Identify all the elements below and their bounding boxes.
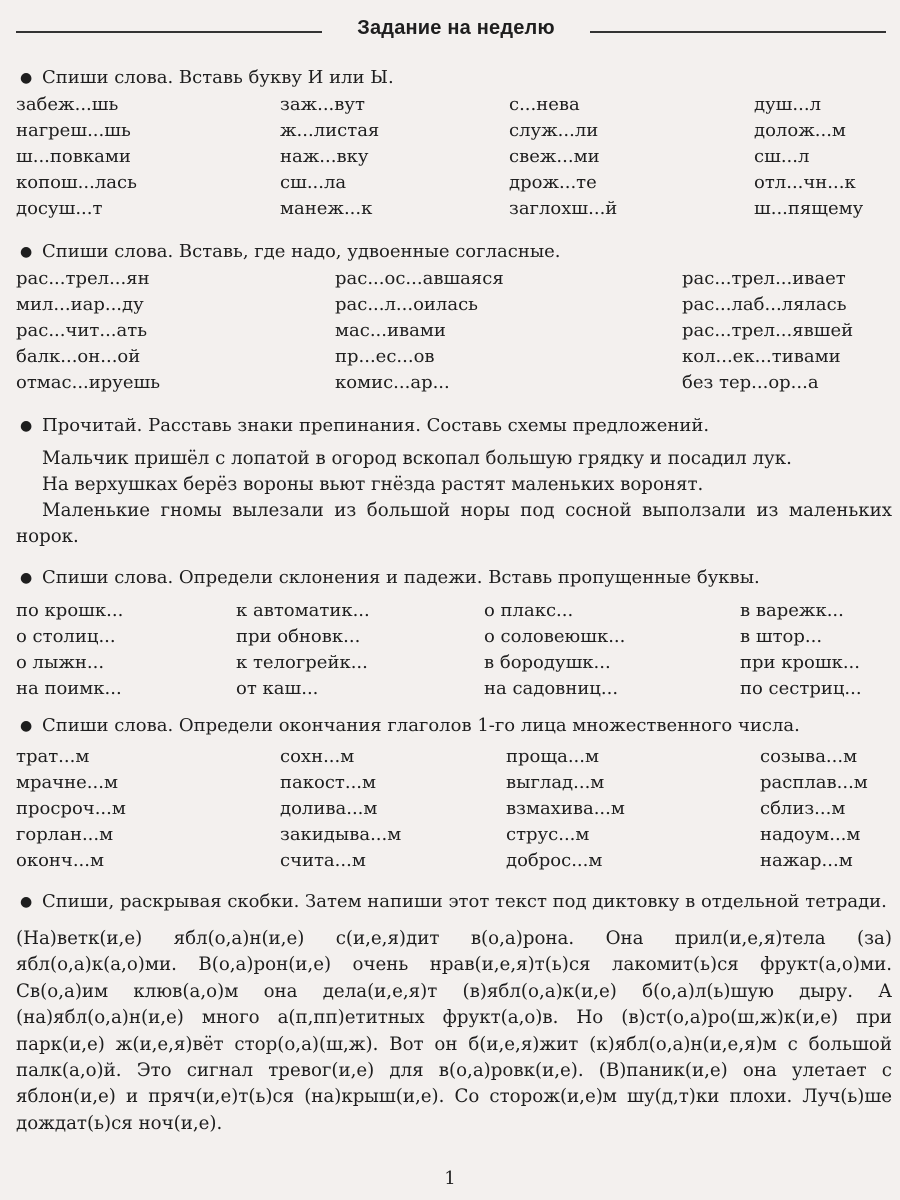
word-cell: сохн...м bbox=[280, 746, 355, 767]
word-cell: сблиз...м bbox=[760, 798, 846, 819]
table-row bbox=[16, 92, 892, 118]
task-1-title: ● Спиши слова. Вставь букву И или Ы. bbox=[20, 67, 394, 88]
word-cell: по крошк... bbox=[16, 600, 124, 621]
table-row bbox=[16, 848, 892, 874]
table-row bbox=[16, 676, 892, 702]
task-6-title: ● Спиши, раскрывая скобки. Затем напиши этот текст под диктовку в отдельной тетради. bbox=[20, 891, 887, 912]
sentence-1: Мальчик пришёл с лопатой в огород вскопал большую грядку и посадил лук. bbox=[42, 448, 792, 469]
table-row bbox=[16, 170, 892, 196]
bullet-icon: ● bbox=[20, 418, 33, 434]
task-5-word-grid bbox=[16, 744, 892, 874]
task-3-title: ● Прочитай. Расставь знаки препинания. Составь схемы предложений. bbox=[20, 415, 710, 436]
table-row bbox=[16, 318, 892, 344]
word-cell: нагреш...шь bbox=[16, 120, 131, 141]
bullet-icon: ● bbox=[20, 70, 33, 86]
word-cell: ш...пящему bbox=[754, 198, 864, 219]
word-cell: заглохш...й bbox=[509, 198, 618, 219]
table-row bbox=[16, 196, 892, 222]
word-cell: свеж...ми bbox=[509, 146, 600, 167]
bullet-icon: ● bbox=[20, 570, 33, 586]
word-cell: на садовниц... bbox=[484, 678, 619, 699]
word-cell: трат...м bbox=[16, 746, 90, 767]
word-cell: копош...лась bbox=[16, 172, 137, 193]
word-cell: рас...л...оилась bbox=[335, 294, 478, 315]
word-cell: рас...чит...ать bbox=[16, 320, 148, 341]
word-cell: комис...ар... bbox=[335, 372, 450, 393]
word-cell: о соловеюшк... bbox=[484, 626, 626, 647]
bullet-icon: ● bbox=[20, 244, 33, 260]
word-cell: пр...ес...ов bbox=[335, 346, 435, 367]
task-6-dictation-text: (На)ветк(и,е) ябл(о,а)н(и,е) с(и,е,я)дит в(о,а)рона. Она прил(и,е,я)тела (за) ябл(о,а)к(а,о)ми. В(о,а)рон(и,е) очень нрав(и,е,я)т(ь)ся лакомит(ь)ся фрукт(а,о)ми. Св(о,а)им клюв(а,о)м она дела(и,е,я)т (в)ябл(о,а)к(и,е) б(о,а)л(ь)шую дыру. А (на)ябл(о,а)н(и,е) много а(п,пп)етитных фрукт(а,о)в. Но (в)ст(о,а)ро(ш,ж)к(и,е) при парк(и,е) ж(и,е,я)вёт стор(о,а)(ш,ж). Вот он б(и,е,я)жит (к)ябл(о,а)н(и,е,я)м с большой палк(а,о)й. Это сигнал тревог(и,е) для в(о,а)ровк(и,е). (В)паник(и,е) она улетает с яблон(и,е) и пряч(и,е)т(ь)ся (на)крыш(и,е). Со сторож(и,е)м шу(д,т)ки плохи. Луч(ь)ше дождат(ь)ся ноч(и,е). bbox=[16, 928, 892, 1134]
word-cell: выглад...м bbox=[506, 772, 605, 793]
table-row bbox=[16, 266, 892, 292]
task-1-word-grid bbox=[16, 92, 892, 222]
word-cell: при крошк... bbox=[740, 652, 860, 673]
word-cell: долож...м bbox=[754, 120, 846, 141]
table-row bbox=[16, 744, 892, 770]
word-cell: рас...трел...ивает bbox=[682, 268, 846, 289]
word-cell: забеж...шь bbox=[16, 94, 119, 115]
word-cell: манеж...к bbox=[280, 198, 373, 219]
word-cell: рас...ос...авшаяся bbox=[335, 268, 504, 289]
bullet-icon: ● bbox=[20, 718, 33, 734]
word-cell: ж...листая bbox=[280, 120, 380, 141]
word-cell: долива...м bbox=[280, 798, 378, 819]
table-row bbox=[16, 796, 892, 822]
word-cell: кол...ек...тивами bbox=[682, 346, 841, 367]
word-cell: закидыва...м bbox=[280, 824, 402, 845]
word-cell: отл...чн...к bbox=[754, 172, 856, 193]
word-cell: по сестриц... bbox=[740, 678, 862, 699]
task-1 bbox=[16, 66, 892, 222]
table-row bbox=[16, 650, 892, 676]
word-cell: к телогрейк... bbox=[236, 652, 368, 673]
word-cell: от каш... bbox=[236, 678, 319, 699]
word-cell: струс...м bbox=[506, 824, 590, 845]
table-row bbox=[16, 144, 892, 170]
word-cell: наж...вку bbox=[280, 146, 369, 167]
word-cell: досуш...т bbox=[16, 198, 103, 219]
word-cell: просроч...м bbox=[16, 798, 126, 819]
table-row bbox=[16, 770, 892, 796]
word-cell: сш...ла bbox=[280, 172, 347, 193]
word-cell: созыва...м bbox=[760, 746, 858, 767]
word-cell: о столиц... bbox=[16, 626, 116, 647]
table-row bbox=[16, 292, 892, 318]
page-header bbox=[0, 14, 900, 48]
task-3-text bbox=[16, 446, 892, 550]
table-row bbox=[16, 344, 892, 370]
page-title: Задание на неделю bbox=[357, 17, 555, 39]
word-cell: служ...ли bbox=[509, 120, 599, 141]
task-4-word-grid bbox=[16, 598, 892, 702]
word-cell: мил...иар...ду bbox=[16, 294, 144, 315]
task-4-title: ● Спиши слова. Определи склонения и падежи. Вставь пропущенные буквы. bbox=[20, 567, 760, 588]
word-cell: рас...трел...ян bbox=[16, 268, 150, 289]
bullet-icon: ● bbox=[20, 894, 33, 910]
word-cell: балк...он...ой bbox=[16, 346, 141, 367]
word-cell: к автоматик... bbox=[236, 600, 370, 621]
sentence-3: Маленькие гномы вылезали из большой норы под сосной выползали из маленьких норок. bbox=[16, 500, 892, 547]
word-cell: на поимк... bbox=[16, 678, 122, 699]
task-2 bbox=[16, 240, 892, 396]
word-cell: о плакс... bbox=[484, 600, 574, 621]
word-cell: пакост...м bbox=[280, 772, 377, 793]
word-cell: рас...трел...явшей bbox=[682, 320, 854, 341]
word-cell: мрачне...м bbox=[16, 772, 118, 793]
task-3 bbox=[16, 414, 892, 550]
word-cell: в варежк... bbox=[740, 600, 844, 621]
word-cell: с...нева bbox=[509, 94, 580, 115]
task-6 bbox=[16, 890, 892, 1137]
table-row bbox=[16, 598, 892, 624]
task-5-title: ● Спиши слова. Определи окончания глаголов 1-го лица множественного числа. bbox=[20, 715, 800, 736]
task-4 bbox=[16, 566, 892, 702]
word-cell: о лыжн... bbox=[16, 652, 105, 673]
word-cell: заж...вут bbox=[280, 94, 365, 115]
word-cell: ш...повками bbox=[16, 146, 131, 167]
word-cell: в бородушк... bbox=[484, 652, 611, 673]
word-cell: рас...лаб...лялась bbox=[682, 294, 847, 315]
task-2-title: ● Спиши слова. Вставь, где надо, удвоенные согласные. bbox=[20, 241, 561, 262]
word-cell: горлан...м bbox=[16, 824, 114, 845]
word-cell: расплав...м bbox=[760, 772, 868, 793]
word-cell: доброс...м bbox=[506, 850, 603, 871]
page-number: 1 bbox=[444, 1168, 456, 1189]
header-rule-right bbox=[590, 31, 886, 33]
task-2-word-grid bbox=[16, 266, 892, 396]
word-cell: нажар...м bbox=[760, 850, 853, 871]
table-row bbox=[16, 624, 892, 650]
word-cell: в штор... bbox=[740, 626, 823, 647]
word-cell: сш...л bbox=[754, 146, 810, 167]
word-cell: взмахива...м bbox=[506, 798, 625, 819]
sentence-2: На верхушках берёз вороны вьют гнёзда растят маленьких воронят. bbox=[42, 474, 704, 495]
word-cell: без тер...ор...а bbox=[682, 372, 819, 393]
table-row bbox=[16, 822, 892, 848]
table-row bbox=[16, 118, 892, 144]
word-cell: дрож...те bbox=[509, 172, 597, 193]
word-cell: душ...л bbox=[754, 94, 822, 115]
word-cell: отмас...ируешь bbox=[16, 372, 161, 393]
header-rule-left bbox=[16, 31, 322, 33]
word-cell: оконч...м bbox=[16, 850, 104, 871]
word-cell: мас...ивами bbox=[335, 320, 446, 341]
word-cell: при обновк... bbox=[236, 626, 361, 647]
word-cell: проща...м bbox=[506, 746, 599, 767]
table-row bbox=[16, 370, 892, 396]
task-5 bbox=[16, 714, 892, 874]
word-cell: счита...м bbox=[280, 850, 366, 871]
word-cell: надоум...м bbox=[760, 824, 861, 845]
